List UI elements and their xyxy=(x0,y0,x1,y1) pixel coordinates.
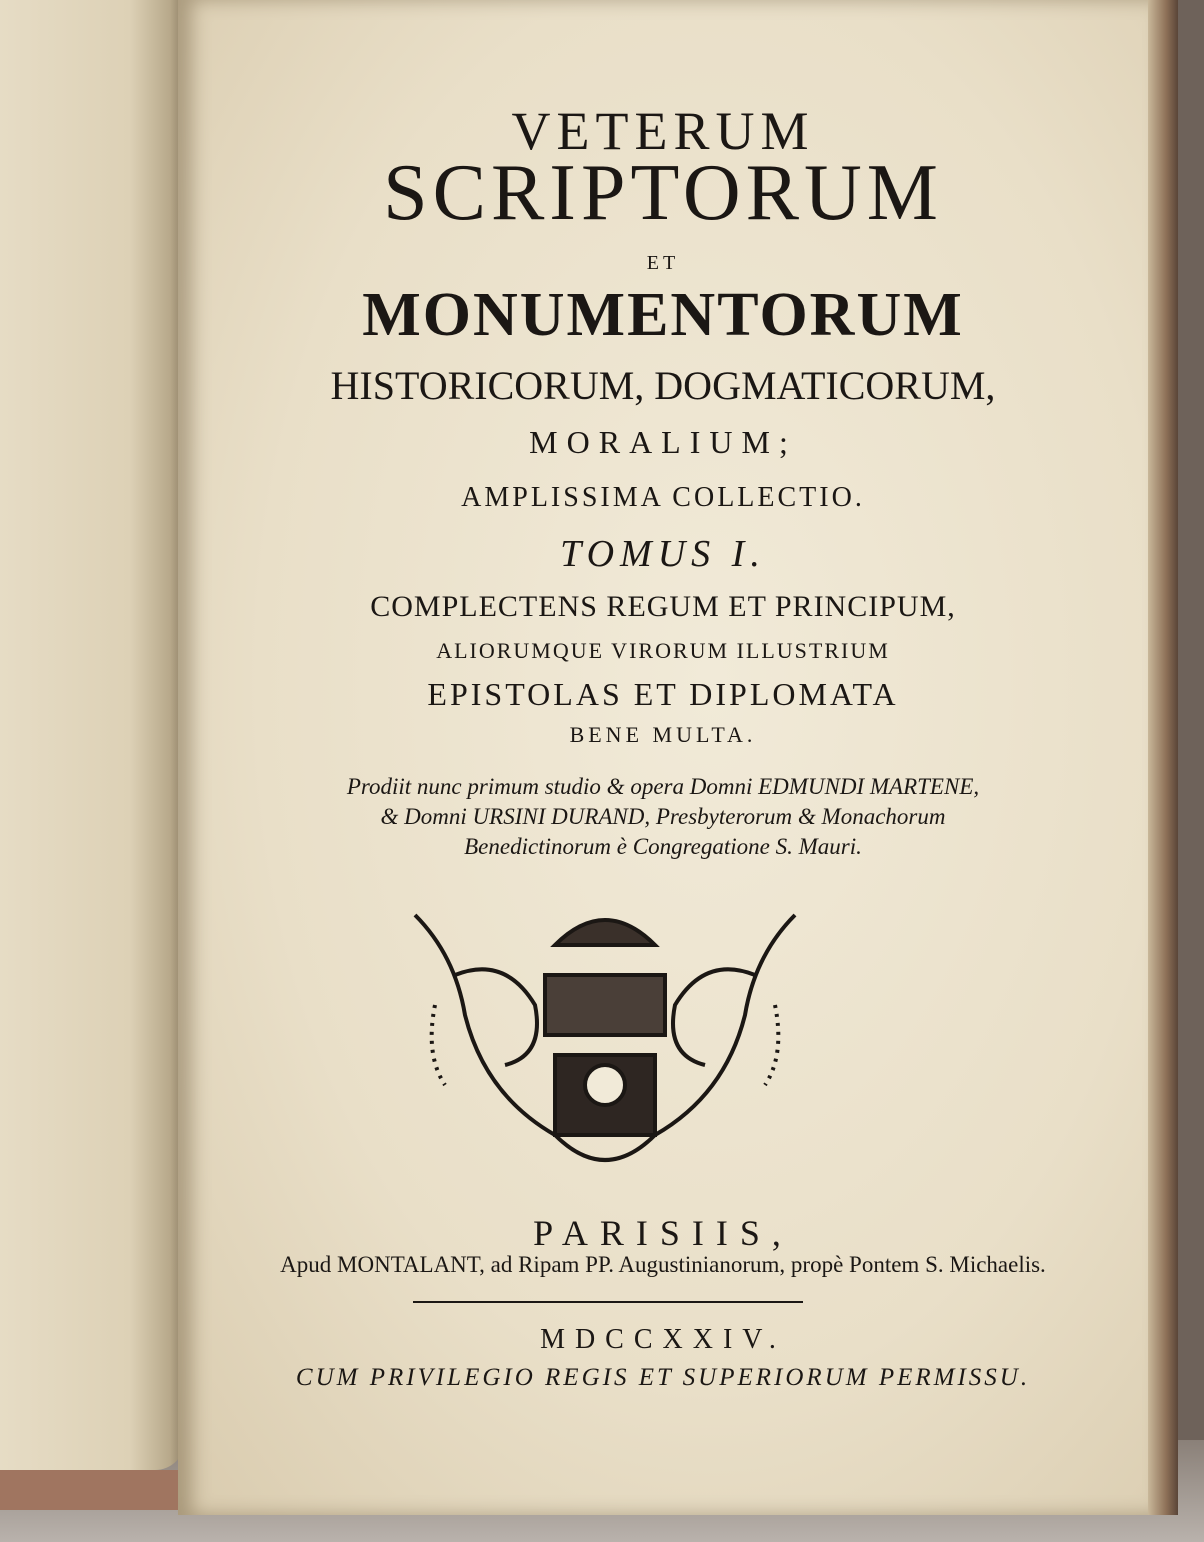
page-edges xyxy=(1148,0,1178,1515)
title-line-veterum: VETERUM xyxy=(511,101,815,161)
title-line-collectio: AMPLISSIMA COLLECTIO. xyxy=(461,482,865,513)
printers-ornament xyxy=(395,895,815,1185)
title-line-monumentorum: MONUMENTORUM xyxy=(362,281,964,349)
title-line-moralium: MORALIUM; xyxy=(529,424,797,460)
privilege-statement: CUM PRIVILEGIO REGIS ET SUPERIORUM PERMISSU. xyxy=(295,1364,1031,1391)
left-page xyxy=(0,0,185,1470)
title-line-historicorum: HISTORICORUM, DOGMATICORUM, xyxy=(330,363,996,408)
subtitle-line-3: EPISTOLAS ET DIPLOMATA xyxy=(427,676,899,712)
volume-label: TOMUS I. xyxy=(560,533,766,575)
divider-rule xyxy=(413,1301,803,1303)
publication-year: MDCCXXIV. xyxy=(540,1324,786,1355)
editors-line-3: Benedictinorum è Congregatione S. Mauri. xyxy=(464,834,862,859)
subtitle-line-1: COMPLECTENS REGUM ET PRINCIPUM, xyxy=(370,590,956,623)
imprint-city: PARISIIS, xyxy=(533,1213,793,1253)
editors-line-1: Prodiit nunc primum studio & opera Domni EDMUNDI MARTENE, xyxy=(346,774,980,799)
title-line-et: ET xyxy=(646,252,680,274)
editors-line-2: & Domni URSINI DURAND, Presbyterorum & Monachorum xyxy=(380,804,946,829)
subtitle-line-2: ALIORUMQUE VIRORUM ILLUSTRIUM xyxy=(436,638,890,663)
book-cover-edge xyxy=(0,1470,190,1510)
imprint-publisher: Apud MONTALANT, ad Ripam PP. Augustinianorum, propè Pontem S. Michaelis. xyxy=(280,1252,1046,1277)
title-line-scriptorum: SCRIPTORUM xyxy=(383,149,943,237)
subtitle-line-4: BENE MULTA. xyxy=(569,722,757,747)
